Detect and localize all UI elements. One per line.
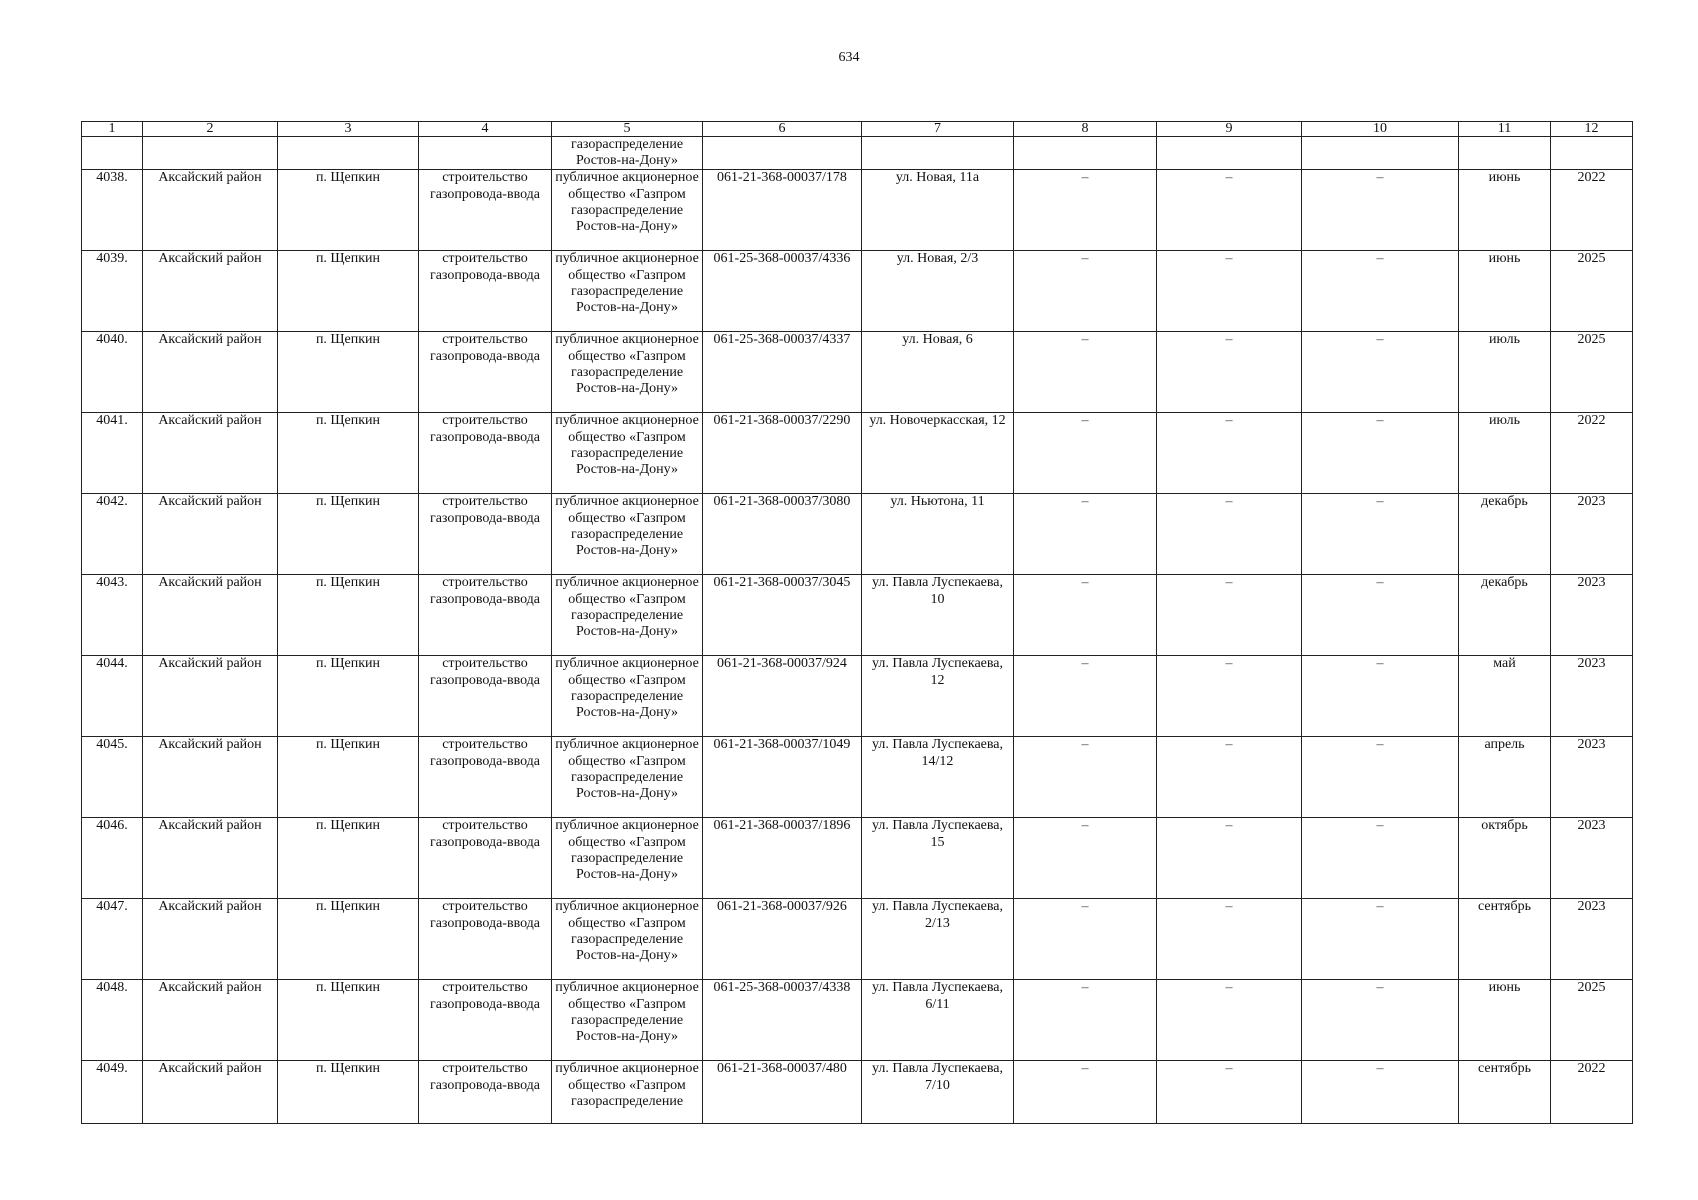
column-9-cell: – — [1157, 737, 1302, 818]
year-cell: 2023 — [1551, 737, 1633, 818]
settlement-cell: п. Щепкин — [278, 980, 419, 1061]
permit-number-cell: 061-21-368-00037/3045 — [703, 575, 862, 656]
month-cell: май — [1459, 656, 1551, 737]
table-cell: газораспределение Ростов-на-Дону» — [552, 137, 703, 170]
address-cell: ул. Павла Луспекаева, 7/10 — [862, 1061, 1014, 1124]
month-cell: июль — [1459, 332, 1551, 413]
permit-number-cell: 061-21-368-00037/924 — [703, 656, 862, 737]
address-cell: ул. Ньютона, 11 — [862, 494, 1014, 575]
row-number-cell: 4045. — [82, 737, 143, 818]
work-type-cell: строительство газопровода-ввода — [419, 332, 552, 413]
table-body — [82, 122, 1633, 1124]
organization-cell: публичное акционерное общество «Газпром газораспределение Ростов-на-Дону» — [552, 899, 703, 980]
organization-cell: публичное акционерное общество «Газпром газораспределение Ростов-на-Дону» — [552, 251, 703, 332]
table-row — [82, 818, 1633, 899]
year-cell: 2022 — [1551, 170, 1633, 251]
table-row — [82, 251, 1633, 332]
header-cell: 5 — [552, 122, 703, 137]
row-number-cell: 4042. — [82, 494, 143, 575]
column-10-cell: – — [1302, 575, 1459, 656]
work-type-cell: строительство газопровода-ввода — [419, 899, 552, 980]
month-cell: октябрь — [1459, 818, 1551, 899]
settlement-cell: п. Щепкин — [278, 494, 419, 575]
organization-cell: публичное акционерное общество «Газпром газораспределение Ростов-на-Дону» — [552, 170, 703, 251]
row-number-cell: 4049. — [82, 1061, 143, 1124]
permit-number-cell: 061-21-368-00037/926 — [703, 899, 862, 980]
row-number-cell: 4048. — [82, 980, 143, 1061]
table-cell — [1157, 137, 1302, 170]
table-row — [82, 899, 1633, 980]
column-8-cell: – — [1014, 899, 1157, 980]
year-cell: 2022 — [1551, 1061, 1633, 1124]
year-cell: 2022 — [1551, 413, 1633, 494]
column-9-cell: – — [1157, 1061, 1302, 1124]
table-cell — [419, 137, 552, 170]
column-9-cell: – — [1157, 332, 1302, 413]
organization-cell: публичное акционерное общество «Газпром газораспределение Ростов-на-Дону» — [552, 575, 703, 656]
permit-number-cell: 061-21-368-00037/1049 — [703, 737, 862, 818]
row-number-cell: 4044. — [82, 656, 143, 737]
work-type-cell: строительство газопровода-ввода — [419, 413, 552, 494]
month-cell: сентябрь — [1459, 1061, 1551, 1124]
work-type-cell: строительство газопровода-ввода — [419, 575, 552, 656]
district-cell: Аксайский район — [143, 1061, 278, 1124]
column-10-cell: – — [1302, 737, 1459, 818]
table-row — [82, 656, 1633, 737]
table-cell — [703, 137, 862, 170]
address-cell: ул. Новочеркасская, 12 — [862, 413, 1014, 494]
work-type-cell: строительство газопровода-ввода — [419, 494, 552, 575]
address-cell: ул. Павла Луспекаева, 2/13 — [862, 899, 1014, 980]
work-type-cell: строительство газопровода-ввода — [419, 1061, 552, 1124]
column-8-cell: – — [1014, 413, 1157, 494]
register-table — [81, 121, 1633, 1124]
column-8-cell: – — [1014, 980, 1157, 1061]
month-cell: декабрь — [1459, 575, 1551, 656]
year-cell: 2023 — [1551, 494, 1633, 575]
district-cell: Аксайский район — [143, 494, 278, 575]
address-cell: ул. Павла Луспекаева, 15 — [862, 818, 1014, 899]
header-cell: 2 — [143, 122, 278, 137]
table-row — [82, 980, 1633, 1061]
month-cell: декабрь — [1459, 494, 1551, 575]
column-10-cell: – — [1302, 170, 1459, 251]
column-8-cell: – — [1014, 494, 1157, 575]
column-9-cell: – — [1157, 170, 1302, 251]
district-cell: Аксайский район — [143, 818, 278, 899]
work-type-cell: строительство газопровода-ввода — [419, 251, 552, 332]
permit-number-cell: 061-21-368-00037/3080 — [703, 494, 862, 575]
work-type-cell: строительство газопровода-ввода — [419, 737, 552, 818]
district-cell: Аксайский район — [143, 413, 278, 494]
header-cell: 1 — [82, 122, 143, 137]
year-cell: 2023 — [1551, 899, 1633, 980]
column-10-cell: – — [1302, 980, 1459, 1061]
settlement-cell: п. Щепкин — [278, 413, 419, 494]
address-cell: ул. Павла Луспекаева, 6/11 — [862, 980, 1014, 1061]
header-cell: 8 — [1014, 122, 1157, 137]
organization-cell: публичное акционерное общество «Газпром газораспределение Ростов-на-Дону» — [552, 494, 703, 575]
column-8-cell: – — [1014, 656, 1157, 737]
row-number-cell: 4043. — [82, 575, 143, 656]
address-cell: ул. Павла Луспекаева, 14/12 — [862, 737, 1014, 818]
settlement-cell: п. Щепкин — [278, 332, 419, 413]
organization-cell: публичное акционерное общество «Газпром газораспределение Ростов-на-Дону» — [552, 818, 703, 899]
column-number-header-row — [82, 122, 1633, 137]
permit-number-cell: 061-25-368-00037/4337 — [703, 332, 862, 413]
column-9-cell: – — [1157, 494, 1302, 575]
table-row — [82, 575, 1633, 656]
permit-number-cell: 061-21-368-00037/480 — [703, 1061, 862, 1124]
column-10-cell: – — [1302, 494, 1459, 575]
organization-cell: публичное акционерное общество «Газпром газораспределение — [552, 1061, 703, 1124]
table-cell — [862, 137, 1014, 170]
row-number-cell: 4039. — [82, 251, 143, 332]
work-type-cell: строительство газопровода-ввода — [419, 656, 552, 737]
table-cell — [1459, 137, 1551, 170]
table-row — [82, 413, 1633, 494]
address-cell: ул. Новая, 11а — [862, 170, 1014, 251]
column-10-cell: – — [1302, 818, 1459, 899]
column-10-cell: – — [1302, 251, 1459, 332]
header-cell: 9 — [1157, 122, 1302, 137]
table-row — [82, 494, 1633, 575]
column-9-cell: – — [1157, 251, 1302, 332]
work-type-cell: строительство газопровода-ввода — [419, 818, 552, 899]
row-number-cell: 4046. — [82, 818, 143, 899]
settlement-cell: п. Щепкин — [278, 737, 419, 818]
district-cell: Аксайский район — [143, 332, 278, 413]
organization-cell: публичное акционерное общество «Газпром газораспределение Ростов-на-Дону» — [552, 737, 703, 818]
district-cell: Аксайский район — [143, 737, 278, 818]
work-type-cell: строительство газопровода-ввода — [419, 170, 552, 251]
column-8-cell: – — [1014, 818, 1157, 899]
column-8-cell: – — [1014, 575, 1157, 656]
district-cell: Аксайский район — [143, 980, 278, 1061]
table-cell — [1014, 137, 1157, 170]
year-cell: 2025 — [1551, 332, 1633, 413]
year-cell: 2023 — [1551, 575, 1633, 656]
organization-cell: публичное акционерное общество «Газпром газораспределение Ростов-на-Дону» — [552, 332, 703, 413]
column-9-cell: – — [1157, 575, 1302, 656]
column-9-cell: – — [1157, 656, 1302, 737]
year-cell: 2025 — [1551, 251, 1633, 332]
column-10-cell: – — [1302, 413, 1459, 494]
table-row — [82, 1061, 1633, 1124]
organization-cell: публичное акционерное общество «Газпром газораспределение Ростов-на-Дону» — [552, 413, 703, 494]
district-cell: Аксайский район — [143, 656, 278, 737]
settlement-cell: п. Щепкин — [278, 1061, 419, 1124]
address-cell: ул. Новая, 6 — [862, 332, 1014, 413]
column-9-cell: – — [1157, 413, 1302, 494]
permit-number-cell: 061-21-368-00037/1896 — [703, 818, 862, 899]
row-number-cell: 4040. — [82, 332, 143, 413]
column-8-cell: – — [1014, 737, 1157, 818]
permit-number-cell: 061-21-368-00037/178 — [703, 170, 862, 251]
district-cell: Аксайский район — [143, 170, 278, 251]
row-number-cell: 4038. — [82, 170, 143, 251]
column-9-cell: – — [1157, 818, 1302, 899]
header-cell: 11 — [1459, 122, 1551, 137]
address-cell: ул. Новая, 2/3 — [862, 251, 1014, 332]
district-cell: Аксайский район — [143, 251, 278, 332]
row-number-cell: 4047. — [82, 899, 143, 980]
address-cell: ул. Павла Луспекаева, 12 — [862, 656, 1014, 737]
month-cell: сентябрь — [1459, 899, 1551, 980]
settlement-cell: п. Щепкин — [278, 575, 419, 656]
column-8-cell: – — [1014, 170, 1157, 251]
column-10-cell: – — [1302, 656, 1459, 737]
column-10-cell: – — [1302, 899, 1459, 980]
month-cell: апрель — [1459, 737, 1551, 818]
district-cell: Аксайский район — [143, 575, 278, 656]
organization-cell: публичное акционерное общество «Газпром газораспределение Ростов-на-Дону» — [552, 980, 703, 1061]
column-8-cell: – — [1014, 332, 1157, 413]
column-9-cell: – — [1157, 899, 1302, 980]
table-row — [82, 170, 1633, 251]
month-cell: июнь — [1459, 251, 1551, 332]
work-type-cell: строительство газопровода-ввода — [419, 980, 552, 1061]
header-cell: 6 — [703, 122, 862, 137]
settlement-cell: п. Щепкин — [278, 656, 419, 737]
month-cell: июль — [1459, 413, 1551, 494]
year-cell: 2023 — [1551, 818, 1633, 899]
settlement-cell: п. Щепкин — [278, 251, 419, 332]
column-8-cell: – — [1014, 1061, 1157, 1124]
column-10-cell: – — [1302, 332, 1459, 413]
table-cell — [82, 137, 143, 170]
table-row — [82, 332, 1633, 413]
month-cell: июнь — [1459, 170, 1551, 251]
header-cell: 4 — [419, 122, 552, 137]
column-8-cell: – — [1014, 251, 1157, 332]
permit-number-cell: 061-21-368-00037/2290 — [703, 413, 862, 494]
header-cell: 7 — [862, 122, 1014, 137]
permit-number-cell: 061-25-368-00037/4336 — [703, 251, 862, 332]
row-number-cell: 4041. — [82, 413, 143, 494]
table-cell — [1302, 137, 1459, 170]
district-cell: Аксайский район — [143, 899, 278, 980]
address-cell: ул. Павла Луспекаева, 10 — [862, 575, 1014, 656]
header-cell: 3 — [278, 122, 419, 137]
year-cell: 2023 — [1551, 656, 1633, 737]
page-number: 634 — [838, 50, 860, 65]
table-cell — [278, 137, 419, 170]
settlement-cell: п. Щепкин — [278, 899, 419, 980]
header-cell: 10 — [1302, 122, 1459, 137]
year-cell: 2025 — [1551, 980, 1633, 1061]
permit-number-cell: 061-25-368-00037/4338 — [703, 980, 862, 1061]
organization-cell: публичное акционерное общество «Газпром газораспределение Ростов-на-Дону» — [552, 656, 703, 737]
table-cell — [1551, 137, 1633, 170]
column-10-cell: – — [1302, 1061, 1459, 1124]
continuation-row — [82, 137, 1633, 170]
settlement-cell: п. Щепкин — [278, 818, 419, 899]
settlement-cell: п. Щепкин — [278, 170, 419, 251]
table-cell — [143, 137, 278, 170]
table-row — [82, 737, 1633, 818]
month-cell: июнь — [1459, 980, 1551, 1061]
column-9-cell: – — [1157, 980, 1302, 1061]
header-cell: 12 — [1551, 122, 1633, 137]
